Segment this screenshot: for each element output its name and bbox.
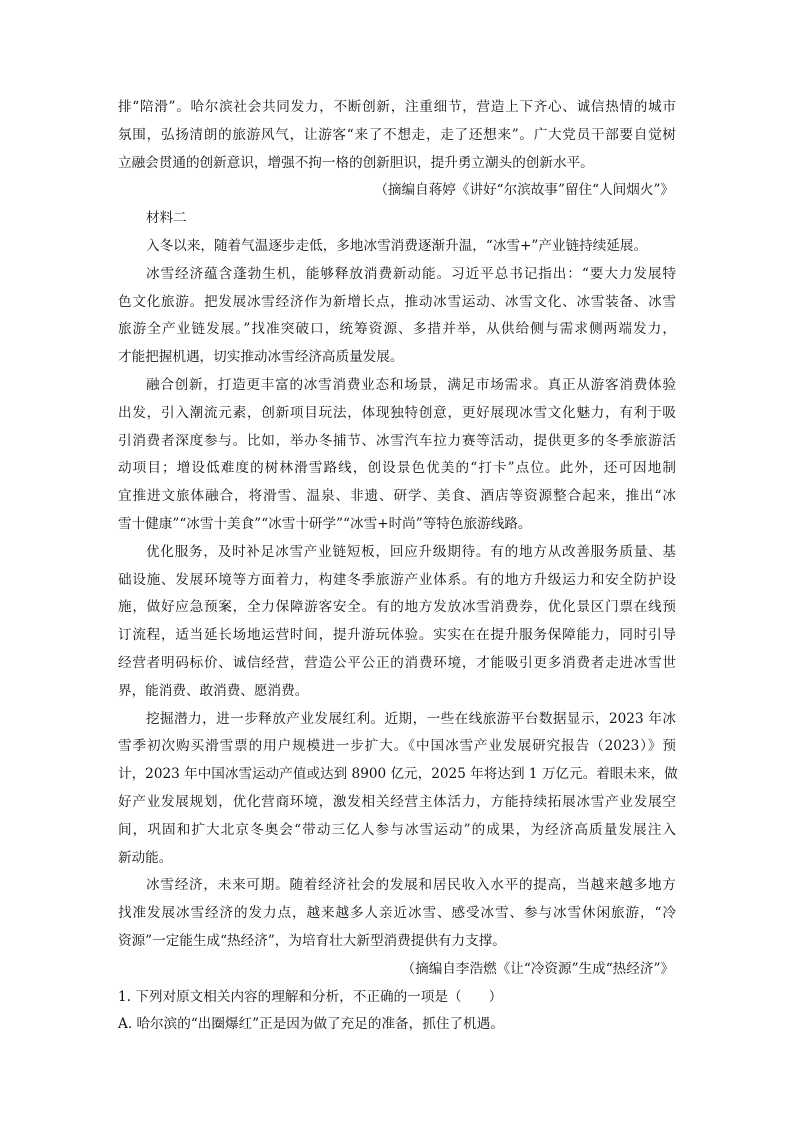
document-page	[118, 94, 676, 1039]
paragraph-line: 出发，引入潮流元素，创新项目玩法，体现独特创意，更好展现冰雪文化魅力，有利于吸	[118, 404, 676, 421]
paragraph	[118, 872, 676, 955]
paragraph-line: 冰雪经济蕴含蓬勃生机，能够释放消费新动能。习近平总书记指出：“要大力发展特	[146, 265, 676, 282]
paragraph	[118, 372, 676, 539]
paragraph-line: 色文化旅游。把发展冰雪经济作为新增长点，推动冰雪运动、冰雪文化、冰雪装备、冰雪	[118, 293, 676, 310]
paragraph-line: 施，做好应急预案，全力保障游客安全。有的地方发放冰雪消费券，优化景区门票在线预	[118, 599, 676, 616]
paragraph	[118, 261, 676, 372]
material-one-tail	[118, 94, 676, 205]
paragraph-line: 好产业发展规划，优化营商环境，激发相关经营主体活力，方能持续拓展冰雪产业发展空	[118, 793, 676, 810]
paragraph-line: 找准发展冰雪经济的发力点，越来越多人亲近冰雪、感受冰雪、参与冰雪休闲旅游，“冷	[118, 905, 676, 922]
paragraph-line: 旅游全产业链发展。”找准突破口，统筹资源、多措并举，从供给侧与需求侧两端发力，	[118, 321, 676, 338]
paragraph-line: 础设施、发展环境等方面着力，构建冬季旅游产业体系。有的地方升级运力和安全防护设	[118, 571, 676, 588]
paragraph-line: 才能把握机遇，切实推动冰雪经济高质量发展。	[118, 349, 404, 366]
paragraph-line: 新动能。	[118, 849, 173, 866]
paragraph-line: 宜推进文旅体融合，将滑雪、温泉、非遗、研学、美食、酒店等资源整合起来，推出“冰	[118, 488, 676, 505]
source-citation: （摘编自李浩燃《让“冷资源”生成“热经济”》	[401, 960, 674, 977]
paragraph-line: 挖掘潜力，进一步释放产业发展红利。近期，一些在线旅游平台数据显示，2023 年冰	[146, 710, 676, 727]
paragraph-line: 融合创新，打造更丰富的冰雪消费业态和场景，满足市场需求。真正从游客消费体验	[146, 376, 676, 393]
section-heading: 材料二	[146, 210, 187, 227]
paragraph-line: 雪季初次购买滑雪票的用户规模进一步扩大。《中国冰雪产业发展研究报告（2023）》预	[118, 738, 676, 755]
paragraph-line: 排“陪滑”。哈尔滨社会共同发力，不断创新，注重细节，营造上下齐心、诚信热情的城市	[118, 99, 676, 115]
paragraph-line: 优化服务，及时补足冰雪产业链短板，回应升级期待。有的地方从改善服务质量、基	[146, 543, 676, 560]
paragraph-line: 资源”一定能生成“热经济”，为培育壮大新型消费提供有力支撑。	[118, 932, 506, 949]
paragraph-line: 订流程，适当延长场地运营时间，提升游玩体验。实实在在提升服务保障能力，同时引导	[118, 627, 676, 644]
source-citation: （摘编自蒋婷《讲好“尔滨故事”留住“人间烟火”》	[374, 182, 674, 199]
paragraph-line: 入冬以来，随着气温逐步走低，多地冰雪消费逐渐升温，“冰雪+”产业链持续延展。	[146, 237, 648, 254]
paragraph-line: 氛围，弘扬清朗的旅游风气，让游客“来了不想走，走了还想来”。广大党员干部要自觉树	[118, 126, 676, 143]
option-a: A. 哈尔滨的“出圈爆红”正是因为做了充足的准备，抓住了机遇。	[118, 1016, 504, 1033]
paragraph	[118, 233, 676, 261]
paragraph	[118, 539, 676, 706]
paragraph-line: 计，2023 年中国冰雪运动产值或达到 8900 亿元，2025 年将达到 1 万亿元。着眼未来，做	[118, 766, 678, 783]
paragraph-line: 间，巩固和扩大北京冬奥会“带动三亿人参与冰雪运动”的成果，为经济高质量发展注入	[118, 821, 676, 838]
paragraph-line: 经营者明码标价、诚信经营，营造公平公正的消费环境，才能吸引更多消费者走进冰雪世	[118, 654, 676, 671]
paragraph-line: 冰雪经济，未来可期。随着经济社会的发展和居民收入水平的提高，当越来越多地方	[146, 877, 676, 894]
paragraph-line: 立融会贯通的创新意识，增强不拘一格的创新胆识，提升勇立潮头的创新水平。	[118, 154, 594, 171]
question-stem: 1. 下列对原文相关内容的理解和分析，不正确的一项是（ ）	[118, 988, 503, 1005]
paragraph	[118, 706, 676, 873]
paragraph-line: 雪十健康”“冰雪十美食”“冰雪十研学”“冰雪+时尚”等特色旅游线路。	[118, 515, 532, 532]
paragraph-line: 动项目；增设低难度的树林滑雪路线，创设景色优美的“打卡”点位。此外，还可因地制	[118, 460, 676, 477]
paragraph-line: 引消费者深度参与。比如，举办冬捕节、冰雪汽车拉力赛等活动，提供更多的冬季旅游活	[118, 432, 676, 449]
question	[118, 984, 676, 1040]
paragraph-line: 界，能消费、敢消费、愿消费。	[118, 682, 309, 699]
